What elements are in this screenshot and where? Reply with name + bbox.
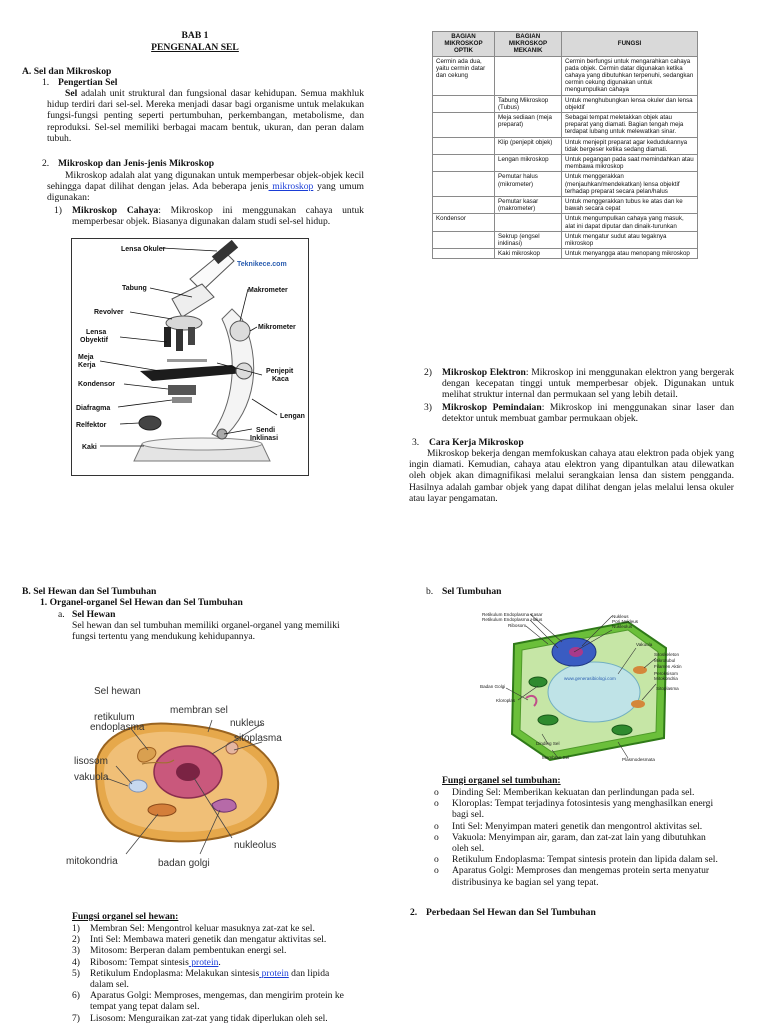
plant-fn-title: Fungi organel sel tumbuhan:	[442, 775, 561, 786]
plant-cell-diagram	[478, 608, 704, 768]
sel-tumbuhan-num: b.	[426, 586, 434, 597]
label-sendi-inklinasi: Sendi Inklinasi	[250, 427, 279, 442]
item-num: 2)	[72, 934, 80, 946]
label-badan-golgi: badan golgi	[158, 858, 210, 869]
m2-paragraph	[442, 367, 734, 401]
s2-body-a: Mikroskop adalah alat yang digunakan untuk memperbesar objek-objek kecil sehingga dapat dilihat dengan jelas. Ada beberapa jenis	[47, 170, 364, 193]
label-filamen: Filamen Aktin	[654, 664, 682, 669]
table-row	[433, 197, 698, 214]
mekanik-cell	[495, 214, 562, 231]
m1-name: Mikroskop Cahaya	[72, 205, 159, 216]
list-item	[72, 968, 364, 990]
item-text: dan lipida	[288, 967, 330, 979]
animal-cell-diagram	[62, 668, 322, 873]
label-meja-kerja: Meja Kerja	[78, 354, 96, 369]
fungsi-cell: Untuk menjepit preparat agar kedudukannya tidak bergeser ketika sedang diamati.	[562, 137, 698, 154]
section-b-heading: B. Sel Hewan dan Sel Tumbuhan	[22, 586, 157, 597]
table-header: BAGIAN MIKROSKOP MEKANIK	[495, 32, 562, 57]
label-vakuola: vakuola	[74, 772, 109, 783]
optik-cell	[433, 113, 495, 138]
sel-tumbuhan-title: Sel Tumbuhan	[442, 586, 502, 597]
item-text: Vakuola: Menyimpan air, garam, dan zat-zat lain yang dibutuhkan	[452, 831, 706, 843]
item-text: Membran Sel: Mengontrol keluar masuknya zat-zat ke sel.	[90, 923, 315, 934]
fungsi-cell: Untuk menyangga atau menopang mikroskop	[562, 249, 698, 259]
s3-title: Cara Kerja Mikroskop	[429, 437, 524, 448]
item-text: tempat yang tepat dalam sel.	[90, 1001, 200, 1013]
bullet-icon: o	[434, 787, 439, 798]
s1-title: Pengertian Sel	[58, 77, 118, 88]
list-item	[72, 934, 364, 945]
section-b1-title: 1. Organel-organel Sel Hewan dan Sel Tumbuhan	[40, 597, 243, 608]
list-item	[72, 957, 364, 968]
label-makrometer: Makrometer	[248, 287, 288, 294]
animal-fn-list	[72, 923, 364, 1024]
item-text: Inti Sel: Menyimpan materi genetik dan mengontrol aktivitas sel.	[452, 820, 703, 832]
table-row	[433, 231, 698, 248]
m2-num: 2)	[424, 367, 432, 378]
fungsi-cell: Untuk menggerakkan (menjauhkan/mendekatkan) lensa objektif terhadap preparat secara pelan/halus	[562, 172, 698, 197]
label-mikrotubul: Mikrotubul	[654, 658, 676, 663]
fungsi-cell: Untuk mengumpulkan cahaya yang masuk, alat ini dapat diputar dan dinaik-turunkan	[562, 214, 698, 231]
m3-paragraph	[442, 402, 734, 424]
fungsi-cell: Untuk menghubungkan lensa okuler dan lensa objektif	[562, 95, 698, 112]
s2-num: 2.	[42, 158, 50, 169]
m1-paragraph	[72, 205, 364, 227]
fungsi-cell: Untuk menggerakkan tubus ke atas dan ke bawah secara cepat	[562, 197, 698, 214]
item-text: oleh sel.	[452, 843, 484, 855]
item-num: 6)	[72, 990, 80, 1002]
mekanik-cell: Pemutar halus (mikrometer)	[495, 172, 562, 197]
label-nukleus: nukleus	[230, 718, 265, 729]
watermark-teknikece: Teknikece.com	[237, 261, 287, 268]
bullet-icon: o	[434, 865, 439, 877]
list-item	[72, 990, 364, 1012]
label-pori-nukleus: Pori Nukleus	[612, 619, 639, 624]
list-item	[434, 832, 734, 854]
list-item	[72, 1013, 364, 1024]
label-relfektor: Relfektor	[76, 422, 107, 429]
label-dinding-sel: Dinding Sel	[536, 741, 560, 746]
sel-hewan-num: a.	[58, 609, 65, 620]
item-num: 4)	[72, 956, 80, 968]
label-penjepit-kaca: Penjepit Kaca	[266, 368, 294, 383]
table-row	[433, 214, 698, 231]
label-lensa-obyektif: Lensa Obyektif	[80, 329, 109, 344]
optik-cell	[433, 155, 495, 172]
sel-hewan-title: Sel Hewan	[72, 609, 116, 620]
item-text: bagi sel.	[452, 809, 484, 821]
s1-body: adalah unit struktural dan fungsional dasar kehidupan. Semua makhluk hidup terdiri dari sel-sel. Mereka menjadi dasar bagi organisme untuk melakukan fungsi-fungsi penting seperti pertumbuhan, perkembangan, metabolisme, dan reproduksi. Sel-sel memiliki berbagai macam bentuk, ukuran, dan peran dalam tubuh.	[47, 88, 364, 144]
label-lisosom: lisosom	[74, 756, 108, 767]
table-row	[433, 137, 698, 154]
watermark-generasibiologi: www.generasibiologi.com	[564, 676, 616, 681]
mikroskop-link[interactable]: mikroskop	[268, 181, 314, 193]
chapter-number: BAB 1	[181, 30, 209, 41]
optik-cell	[433, 249, 495, 259]
s2-body-b: yang umum digunakan:	[47, 181, 364, 204]
item-text: Ribosom: Tempat sintesis	[90, 956, 189, 968]
item-text: Retikulum Endoplasma: Melakukan sintesis	[90, 967, 260, 979]
table-header: FUNGSI	[562, 32, 698, 57]
microscope-parts-table	[432, 31, 698, 259]
item-text: Mitosom: Berperan dalam pembentukan energi sel.	[90, 945, 287, 957]
item-text: Kloroplas: Tempat terjadinya fotosintesis yang menghasilkan energi	[452, 798, 714, 810]
label-mitokondria: mitokondria	[66, 856, 118, 867]
table-row	[433, 113, 698, 138]
section-a-heading: A. Sel dan Mikroskop	[22, 66, 112, 77]
table-row	[433, 56, 698, 95]
label-nukleus: Nukleus	[612, 614, 629, 619]
table-header: BAGIAN MIKROSKOP OPTIK	[433, 32, 495, 57]
optik-cell	[433, 172, 495, 197]
mekanik-cell	[495, 56, 562, 95]
s2-paragraph	[47, 170, 364, 204]
plant-fn-list	[434, 787, 734, 888]
label-vakuola: Vakuola	[636, 642, 653, 647]
bullet-icon: o	[434, 831, 439, 843]
fungsi-cell: Untuk pegangan pada saat memindahkan atau membawa mikroskop	[562, 155, 698, 172]
mekanik-cell: Tabung Mikroskop (Tubus)	[495, 95, 562, 112]
table-header-row	[433, 32, 698, 57]
bullet-icon: o	[434, 798, 439, 810]
label-badan-golgi: Badan Golgi	[480, 684, 506, 689]
chapter-title: PENGENALAN SEL	[151, 42, 239, 53]
label-retikulum: retikulum endoplasma	[90, 712, 145, 733]
s1-paragraph	[47, 88, 364, 144]
label-plasmodesmata: Plasmodesmata	[622, 757, 655, 762]
label-kaki: Kaki	[82, 444, 97, 451]
list-item	[72, 923, 364, 934]
m2-name: Mikroskop Elektron	[442, 367, 526, 378]
item-text: Aparatus Golgi: Memproses dan mengemas protein serta menyatur	[452, 865, 710, 877]
sec2-title: Perbedaan Sel Hewan dan Sel Tumbuhan	[426, 907, 596, 918]
label-mikrometer: Mikrometer	[258, 324, 296, 331]
label-kloroplas: Kloroplas	[496, 698, 516, 703]
item-num: 5)	[72, 967, 80, 979]
item-num: 3)	[72, 945, 80, 957]
label-ribosom: Ribosom	[508, 623, 527, 628]
label-membran-sel: Membran Sel	[542, 755, 570, 760]
m1-num: 1)	[54, 205, 62, 216]
label-nukleolus: nukleolus	[234, 840, 277, 851]
s2-title: Mikroskop dan Jenis-jenis Mikroskop	[58, 158, 215, 169]
s1-lead: Sel	[65, 88, 78, 99]
m3-text: : Mikroskop ini menggunakan sinar laser dan detektor untuk membuat gambar permukaan objek.	[442, 402, 734, 425]
optik-cell	[433, 197, 495, 214]
label-sitoskeleton: Sitoskeleton	[654, 652, 680, 657]
label-nukleolus: Nukleolus	[612, 624, 633, 629]
item-text: Dinding Sel: Memberikan kekuatan dan perlindungan pada sel.	[452, 787, 695, 798]
table-row	[433, 95, 698, 112]
label-rek: Retikulum Endoplasma Kasar	[482, 612, 543, 617]
mekanik-cell: Kaki mikroskop	[495, 249, 562, 259]
item-text: Inti Sel: Membawa materi genetik dan mengatur aktivitas sel.	[90, 934, 327, 946]
s1-num: 1.	[42, 77, 50, 88]
label-membran-sel: membran sel	[170, 705, 228, 716]
m2-text: : Mikroskop ini menggunakan elektron yang bergerak dengan kecepatan tinggi untuk memperbesar objek. Digunakan untuk melihat struktur internal dan permukaan sel yang lebih detail.	[442, 367, 734, 401]
mekanik-cell: Sekrup (engsel inklinasi)	[495, 231, 562, 248]
item-text: Retikulum Endoplasma: Tempat sintesis protein dan lipida dalam sel.	[452, 854, 718, 866]
animal-cell-figure	[62, 668, 322, 873]
table-row	[433, 172, 698, 197]
item-text: .	[218, 956, 221, 968]
mekanik-cell: Lengan mikroskop	[495, 155, 562, 172]
label-reh: Retikulum Endoplasma Halus	[482, 617, 543, 622]
animal-cell-title: Sel hewan	[94, 686, 141, 697]
bullet-icon: o	[434, 820, 439, 832]
m3-name: Mikroskop Pemindaian	[442, 402, 542, 413]
fungsi-cell: Sebagai tempat meletakkan objek atau preparat yang diamati. Bagian tengah meja terdapat lubang untuk melewatkan sinar.	[562, 113, 698, 138]
microscope-diagram	[72, 239, 308, 475]
fungsi-cell: Untuk mengatur sudut atau tegaknya mikroskop	[562, 231, 698, 248]
bullet-icon: o	[434, 854, 439, 866]
fungsi-cell: Cermin berfungsi untuk mengarahkan cahaya pada objek. Cermin datar digunakan ketika cahaya yang dibutuhkan terpenuhi, sedangkan cermin cekung digunakan untuk mengumpulkan cahaya	[562, 56, 698, 95]
list-item	[434, 865, 734, 887]
sec2-num: 2.	[410, 907, 418, 918]
m3-num: 3)	[424, 402, 432, 413]
protein-link[interactable]: protein	[188, 956, 219, 968]
label-lensa-okuler: Lensa Okuler	[121, 246, 166, 253]
label-lengan: Lengan	[280, 413, 305, 420]
table-row	[433, 249, 698, 259]
optik-cell: Cermin ada dua, yaitu cermin datar dan cekung	[433, 56, 495, 95]
protein-link[interactable]: protein	[259, 967, 289, 979]
item-text: Aparatus Golgi: Memproses, mengemas, dan mengirim protein ke	[90, 990, 344, 1002]
list-item	[434, 821, 734, 832]
item-num: 7)	[72, 1012, 80, 1024]
label-mitokondria: Mitokondria	[654, 676, 678, 681]
s3-num: 3.	[412, 437, 420, 448]
label-sitoplasma: sitoplasma	[234, 733, 282, 744]
mekanik-cell: Pemutar kasar (makrometer)	[495, 197, 562, 214]
list-item	[434, 798, 734, 820]
optik-cell	[433, 231, 495, 248]
microscope-figure	[71, 238, 309, 476]
list-item	[434, 854, 734, 865]
item-text: Lisosom: Menguraikan zat-zat yang tidak diperlukan oleh sel.	[90, 1012, 328, 1024]
label-kondensor: Kondensor	[78, 381, 115, 388]
animal-fn-title: Fungsi organel sel hewan:	[72, 911, 179, 922]
optik-cell	[433, 137, 495, 154]
optik-cell: Kondensor	[433, 214, 495, 231]
list-item	[72, 945, 364, 956]
mekanik-cell: Meja sediaan (meja preparat)	[495, 113, 562, 138]
label-diafragma: Diafragma	[76, 405, 111, 412]
item-text: dalam sel.	[90, 979, 129, 991]
mekanik-cell: Klip (penjepit objek)	[495, 137, 562, 154]
plant-cell-figure	[478, 608, 704, 768]
sel-hewan-paragraph: Sel hewan dan sel tumbuhan memiliki organel-organel yang memiliki fungsi tertentu yang mendukung kehidupannya.	[72, 620, 340, 643]
label-peroksisom: Peroksisom	[654, 671, 678, 676]
s3-paragraph: Mikroskop bekerja dengan memfokuskan cahaya atau elektron pada objek yang ingin diamati. Kemudian, cahaya atau elektron yang dipantulkan atau dilewatkan oleh objek akan dimagnifikasi melalui serangkaian lensa dan sistem pengganda. Hasilnya adalah gambar objek yang dapat dilihat dengan jelas melalui lensa okuler atau layar pengamatan.	[409, 448, 734, 504]
m1-text: : Mikroskop ini menggunakan cahaya untuk memperbesar objek. Biasanya digunakan dalam studi sel-sel hidup.	[72, 205, 364, 228]
optik-cell	[433, 95, 495, 112]
item-num: 1)	[72, 923, 80, 934]
table-row	[433, 155, 698, 172]
item-text: distribusinya ke bagian sel yang tepat.	[452, 876, 599, 888]
label-tabung: Tabung	[122, 285, 147, 292]
label-sitoplasma: Sitoplasma	[656, 686, 679, 691]
list-item	[434, 787, 734, 798]
label-revolver: Revolver	[94, 309, 124, 316]
